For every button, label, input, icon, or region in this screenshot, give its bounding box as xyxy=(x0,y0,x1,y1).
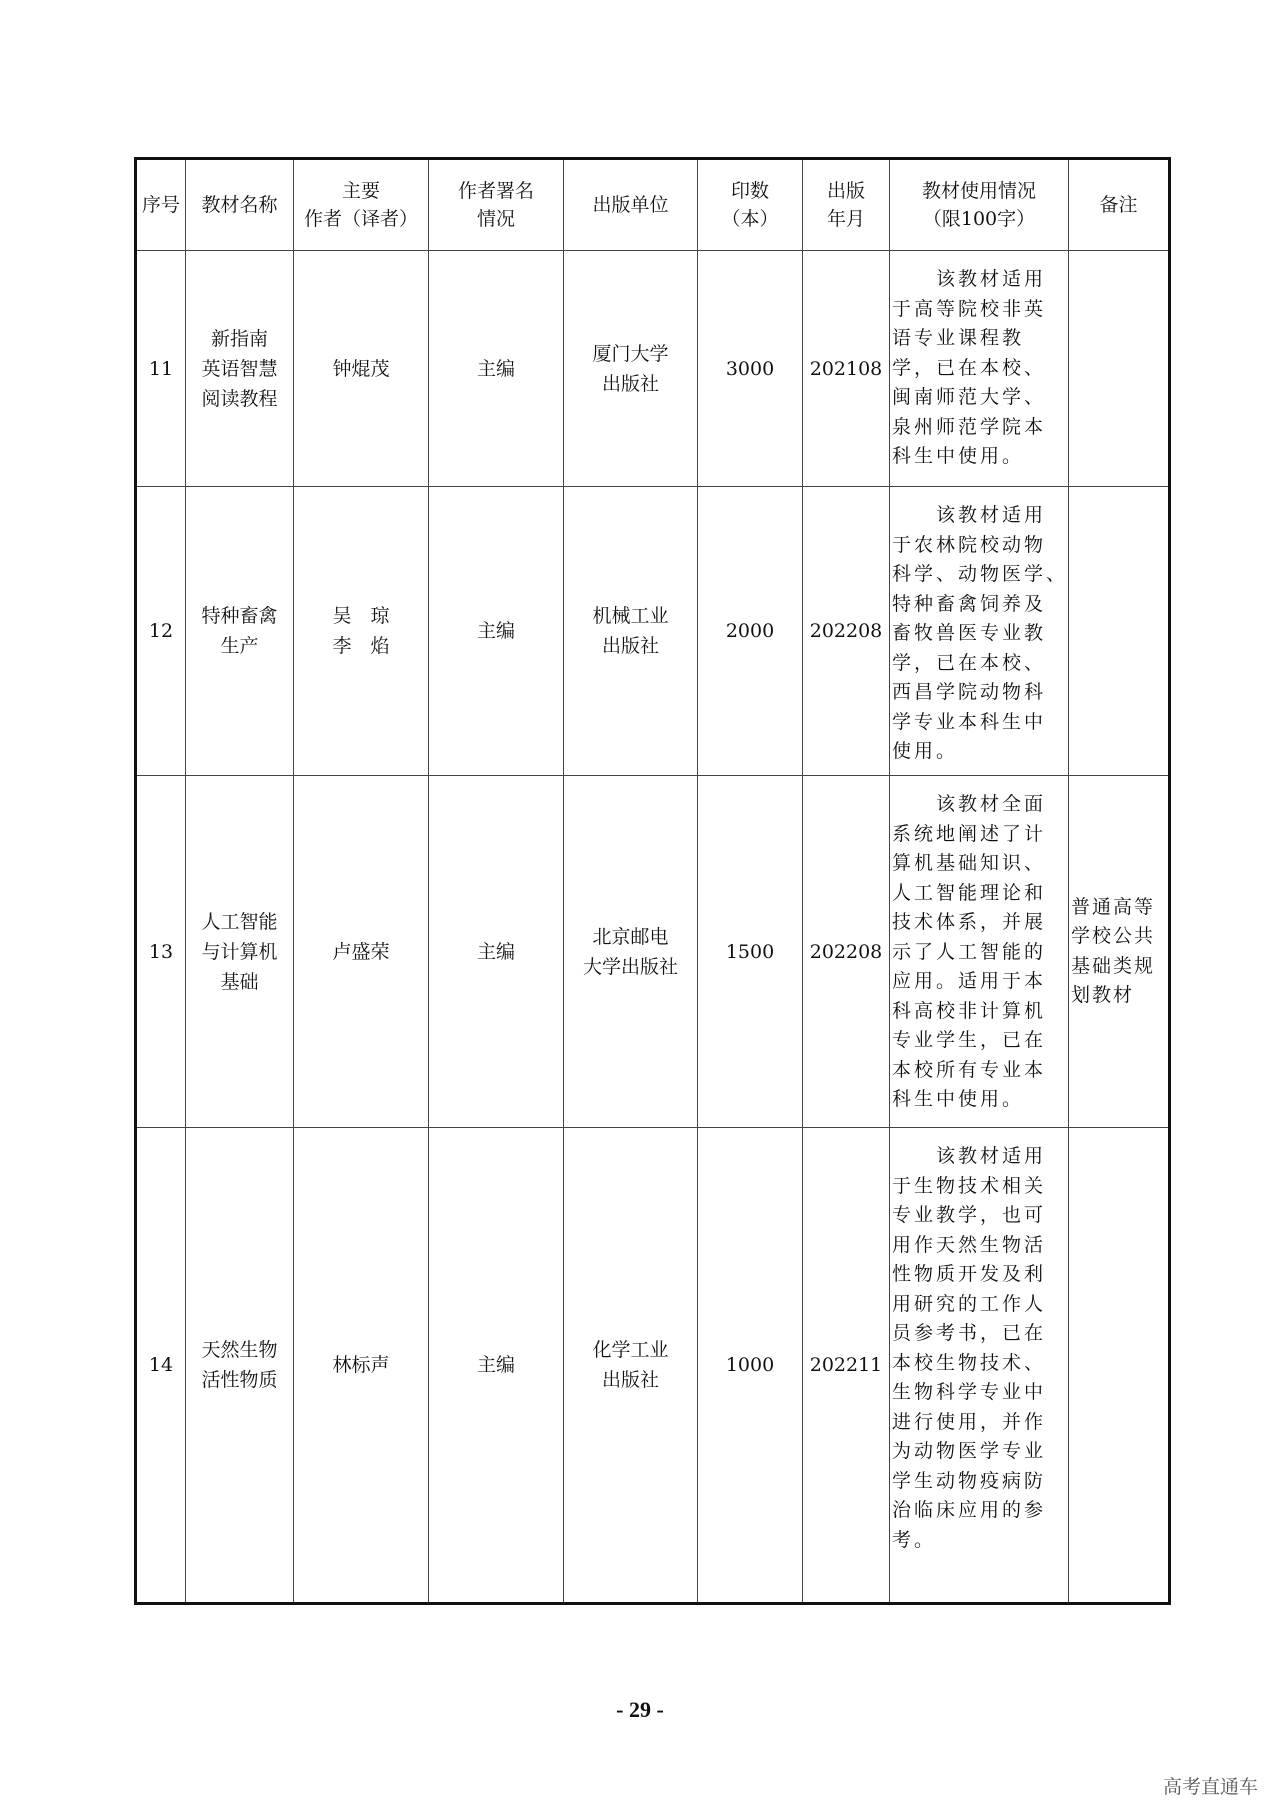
table-row xyxy=(136,251,1170,487)
table-row xyxy=(136,776,1170,1128)
textbook-name xyxy=(186,1128,294,1604)
remarks xyxy=(1069,487,1170,776)
header-line: （限100字） xyxy=(922,208,1036,230)
authors-line: 吴 琼 xyxy=(332,605,390,627)
usage-description-line: 该教材全面 xyxy=(892,793,1047,815)
remarks-line: 基础类规 xyxy=(1071,954,1156,977)
usage-description-line: 语专业课程教 xyxy=(892,327,1025,349)
table-row xyxy=(136,1128,1170,1604)
header-line: 情况 xyxy=(476,208,515,230)
serial-number: 14 xyxy=(136,1128,186,1604)
remarks xyxy=(1069,1128,1170,1604)
usage-description-line: 专业教学，也可 xyxy=(892,1204,1047,1226)
publisher xyxy=(564,1128,698,1604)
usage-description-line: 示了人工智能的 xyxy=(892,940,1047,963)
textbook-name xyxy=(186,776,294,1128)
authors xyxy=(294,487,429,776)
usage-description xyxy=(890,1128,1069,1604)
usage-description-line: 专业学生，已在 xyxy=(892,1029,1047,1051)
textbook-name xyxy=(186,251,294,487)
usage-description-line: 科生中使用。 xyxy=(892,1088,1025,1110)
publisher xyxy=(564,776,698,1128)
usage-description-line: 用研究的工作人 xyxy=(892,1292,1047,1315)
usage-description-line: 闽南师范大学、 xyxy=(892,386,1047,408)
header-note xyxy=(1069,159,1170,251)
remarks-line: 学校公共 xyxy=(1071,925,1156,947)
header-line: 教材使用情况 xyxy=(922,180,1037,202)
publisher-line: 出版社 xyxy=(601,1369,659,1391)
usage-description-line: 考。 xyxy=(892,1528,937,1551)
publish-date: 202208 xyxy=(803,776,890,1128)
header-publisher xyxy=(564,159,698,251)
header-line: 备注 xyxy=(1099,194,1138,216)
textbook-name-line: 阅读教程 xyxy=(201,387,278,410)
header-no xyxy=(136,159,186,251)
usage-description-line: 畜牧兽医专业教 xyxy=(892,622,1047,644)
publisher-line: 厦门大学 xyxy=(592,342,669,365)
page-number: - 29 - xyxy=(616,1697,664,1722)
publish-date: 202108 xyxy=(803,251,890,487)
publisher-line: 大学出版社 xyxy=(582,955,678,978)
usage-description-line: 用作天然生物活 xyxy=(892,1233,1047,1256)
print-copies: 1000 xyxy=(698,1128,803,1604)
publisher xyxy=(564,251,698,487)
remarks xyxy=(1069,251,1170,487)
header-name xyxy=(186,159,294,251)
usage-description-line: 算机基础知识、 xyxy=(892,852,1047,874)
header-line: 序号 xyxy=(141,194,180,216)
header-line: 主要 xyxy=(341,180,380,202)
usage-description-line: 性物质开发及利 xyxy=(892,1263,1047,1285)
publisher-line: 出版社 xyxy=(601,372,659,395)
textbook-name-line: 与计算机 xyxy=(201,940,278,963)
publisher-line: 化学工业 xyxy=(592,1339,669,1361)
textbook-name-line: 人工智能 xyxy=(201,910,278,933)
header-date xyxy=(803,159,890,251)
table-row xyxy=(136,487,1170,776)
usage-description-line: 技术体系，并展 xyxy=(892,911,1047,933)
header-copies xyxy=(698,159,803,251)
publisher-line: 出版社 xyxy=(601,635,659,657)
authors xyxy=(294,776,429,1128)
textbook-name-line: 天然生物 xyxy=(201,1339,278,1361)
header-author xyxy=(294,159,429,251)
usage-description-line: 于农林院校动物 xyxy=(892,533,1047,556)
print-copies: 2000 xyxy=(698,487,803,776)
header-line: 出版单位 xyxy=(592,194,669,216)
usage-description-line: 进行使用，并作 xyxy=(892,1410,1047,1433)
remarks xyxy=(1069,776,1170,1128)
usage-description-line: 科学、动物医学、 xyxy=(892,563,1069,585)
print-copies: 1500 xyxy=(698,776,803,1128)
usage-description-line: 系统地阐述了计 xyxy=(892,822,1047,845)
usage-description-line: 学，已在本校、 xyxy=(892,356,1047,379)
usage-description-line: 应用。适用于本 xyxy=(892,970,1047,992)
authors-line: 钟焜茂 xyxy=(332,357,390,380)
authors xyxy=(294,251,429,487)
author-role: 主编 xyxy=(429,776,564,1128)
usage-description-line: 该教材适用 xyxy=(892,1145,1047,1167)
remarks-line: 普通高等 xyxy=(1071,895,1156,918)
usage-description-line: 特种畜禽饲养及 xyxy=(892,592,1047,615)
usage-description-line: 使用。 xyxy=(892,740,959,762)
header-row xyxy=(136,159,1170,251)
author-role: 主编 xyxy=(429,487,564,776)
author-role: 主编 xyxy=(429,1128,564,1604)
textbook-name-line: 生产 xyxy=(220,635,259,657)
watermark: 高考直通车 xyxy=(1162,1776,1258,1798)
usage-description-line: 泉州师范学院本 xyxy=(892,415,1047,438)
usage-description xyxy=(890,487,1069,776)
usage-description-line: 本校生物技术、 xyxy=(892,1351,1047,1374)
usage-description-line: 学专业本科生中 xyxy=(892,710,1047,733)
serial-number: 12 xyxy=(136,487,186,776)
header-line: 作者署名 xyxy=(457,180,534,202)
usage-description-line: 生物科学专业中 xyxy=(892,1381,1047,1403)
authors xyxy=(294,1128,429,1604)
header-line: 教材名称 xyxy=(201,194,278,216)
publisher-line: 北京邮电 xyxy=(592,925,669,948)
textbook-name-line: 英语智慧 xyxy=(201,357,278,380)
textbook-name-line: 活性物质 xyxy=(201,1369,278,1391)
authors-line: 卢盛荣 xyxy=(332,940,390,963)
textbook-table xyxy=(134,157,1171,1605)
header-role xyxy=(429,159,564,251)
usage-description-line: 于生物技术相关 xyxy=(892,1174,1047,1197)
usage-description xyxy=(890,251,1069,487)
header-line: 作者（译者） xyxy=(303,208,418,230)
serial-number: 11 xyxy=(136,251,186,487)
authors-line: 林标声 xyxy=(332,1354,390,1376)
publish-date: 202208 xyxy=(803,487,890,776)
textbook-name-line: 特种畜禽 xyxy=(201,605,278,627)
publisher xyxy=(564,487,698,776)
serial-number: 13 xyxy=(136,776,186,1128)
usage-description-line: 科生中使用。 xyxy=(892,445,1025,467)
usage-description-line: 员参考书，已在 xyxy=(892,1322,1047,1344)
usage-description-line: 学生动物疫病防 xyxy=(892,1469,1047,1492)
usage-description-line: 本校所有专业本 xyxy=(892,1058,1047,1081)
usage-description xyxy=(890,776,1069,1128)
publish-date: 202211 xyxy=(803,1128,890,1604)
publisher-line: 机械工业 xyxy=(592,605,669,627)
header-line: （本） xyxy=(721,208,779,230)
header-usage xyxy=(890,159,1069,251)
header-line: 年月 xyxy=(826,208,865,230)
print-copies: 3000 xyxy=(698,251,803,487)
remarks-line: 划教材 xyxy=(1071,984,1135,1006)
header-line: 出版 xyxy=(826,180,865,202)
usage-description-line: 治临床应用的参 xyxy=(892,1499,1047,1521)
header-line: 印数 xyxy=(730,180,769,202)
usage-description-line: 为动物医学专业 xyxy=(892,1440,1047,1462)
textbook-name-line: 基础 xyxy=(220,970,259,993)
usage-description-line: 人工智能理论和 xyxy=(892,881,1047,904)
usage-description-line: 西昌学院动物科 xyxy=(892,681,1047,703)
textbook-name xyxy=(186,487,294,776)
usage-description-line: 该教材适用 xyxy=(892,504,1047,526)
authors-line: 李 焰 xyxy=(332,635,390,657)
author-role: 主编 xyxy=(429,251,564,487)
usage-description-line: 学，已在本校、 xyxy=(892,651,1047,674)
usage-description-line: 该教材适用 xyxy=(892,268,1047,290)
usage-description-line: 于高等院校非英 xyxy=(892,297,1047,320)
usage-description-line: 科高校非计算机 xyxy=(892,999,1047,1022)
textbook-name-line: 新指南 xyxy=(210,327,268,350)
